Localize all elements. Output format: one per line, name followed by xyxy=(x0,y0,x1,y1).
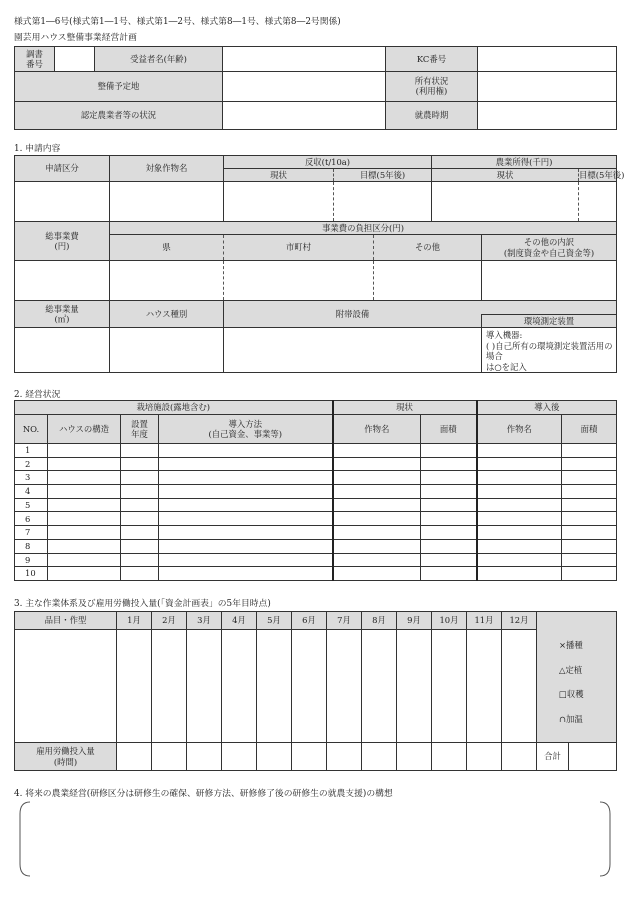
crop-after-cell[interactable] xyxy=(477,553,562,567)
structure-cell[interactable] xyxy=(48,444,121,458)
yield-current-field[interactable] xyxy=(224,182,334,222)
month-schedule-cell[interactable] xyxy=(397,630,432,743)
month-header: 2月 xyxy=(152,612,187,630)
income-target-label: 目標(5年後) xyxy=(579,169,625,180)
method-header: 導入方法 (自己資金、事業等) xyxy=(159,415,333,444)
city-label: 市町村 xyxy=(224,235,374,261)
management-table xyxy=(14,400,617,581)
structure-cell[interactable] xyxy=(48,457,121,471)
crop-cell[interactable] xyxy=(333,457,421,471)
structure-cell[interactable] xyxy=(48,471,121,485)
month-labor-cell[interactable] xyxy=(222,743,257,771)
legend-item: △定植 xyxy=(559,664,583,675)
month-header: 9月 xyxy=(397,612,432,630)
income-label: 農業所得(千円) xyxy=(432,156,617,169)
method-cell[interactable] xyxy=(159,444,333,458)
method-cell[interactable] xyxy=(159,512,333,526)
month-labor-cell[interactable] xyxy=(117,743,152,771)
area-after-cell[interactable] xyxy=(562,485,617,499)
crop-after-cell[interactable] xyxy=(477,444,562,458)
management-row xyxy=(15,444,617,458)
total-cost-label: 総事業費 (円) xyxy=(15,222,110,261)
total-cost-field[interactable] xyxy=(15,261,110,301)
pref-field[interactable] xyxy=(110,261,224,301)
month-labor-cell[interactable] xyxy=(257,743,292,771)
house-type-field[interactable] xyxy=(110,328,224,373)
kc-no-field[interactable] xyxy=(478,47,617,72)
month-schedule-cell[interactable] xyxy=(152,630,187,743)
crop-cell[interactable] xyxy=(333,553,421,567)
month-labor-cell[interactable] xyxy=(152,743,187,771)
row-number: 6 xyxy=(15,512,48,526)
month-header: 3月 xyxy=(187,612,222,630)
area-header: 面積 xyxy=(421,415,477,444)
attached-field[interactable] xyxy=(224,328,482,373)
method-cell[interactable] xyxy=(159,553,333,567)
year-cell[interactable] xyxy=(121,526,159,540)
crop-label: 対象作物名 xyxy=(110,156,224,182)
area-cell[interactable] xyxy=(421,553,477,567)
method-cell[interactable] xyxy=(159,567,333,581)
row-number: 4 xyxy=(15,485,48,499)
month-schedule-cell[interactable] xyxy=(432,630,467,743)
total-amount-label: 総事業量 (㎡) xyxy=(15,301,110,328)
method-cell[interactable] xyxy=(159,457,333,471)
management-row xyxy=(15,553,617,567)
month-schedule-cell[interactable] xyxy=(222,630,257,743)
section3-title: 3. 主な作業体系及び雇用労働投入量(「資金計画表」の5年目時点) xyxy=(14,599,271,609)
month-header: 10月 xyxy=(432,612,467,630)
row-number: 9 xyxy=(15,553,48,567)
total-field[interactable] xyxy=(569,743,617,771)
month-labor-cell[interactable] xyxy=(292,743,327,771)
row-number: 3 xyxy=(15,471,48,485)
month-labor-cell[interactable] xyxy=(502,743,537,771)
crop-after-cell[interactable] xyxy=(477,457,562,471)
area-cell[interactable] xyxy=(421,526,477,540)
year-cell[interactable] xyxy=(121,512,159,526)
applicant-table xyxy=(14,46,617,130)
other-label: その他 xyxy=(374,235,482,261)
month-header: 12月 xyxy=(502,612,537,630)
crop-after-cell[interactable] xyxy=(477,512,562,526)
month-header: 1月 xyxy=(117,612,152,630)
management-row xyxy=(15,539,617,553)
area-cell[interactable] xyxy=(421,457,477,471)
crop-cell[interactable] xyxy=(333,444,421,458)
labor-label: 雇用労働投入量 (時間) xyxy=(15,743,117,771)
crop-cell[interactable] xyxy=(333,485,421,499)
month-labor-cell[interactable] xyxy=(362,743,397,771)
section1-title: 1. 申請内容 xyxy=(14,144,61,154)
crop-cell[interactable] xyxy=(333,512,421,526)
structure-cell[interactable] xyxy=(48,539,121,553)
certified-label: 認定農業者等の状況 xyxy=(15,101,223,129)
year-cell[interactable] xyxy=(121,553,159,567)
house-type-label: ハウス種別 xyxy=(110,301,224,328)
survey-no-field[interactable] xyxy=(55,47,95,72)
structure-cell[interactable] xyxy=(48,485,121,499)
after-header: 導入後 xyxy=(477,401,617,415)
attached-label: 附帯設備 xyxy=(224,301,482,328)
area-cell[interactable] xyxy=(421,498,477,512)
item-header: 品目・作型 xyxy=(15,612,117,630)
month-header: 6月 xyxy=(292,612,327,630)
month-schedule-cell[interactable] xyxy=(327,630,362,743)
month-labor-cell[interactable] xyxy=(397,743,432,771)
crop-cell[interactable] xyxy=(333,526,421,540)
month-labor-cell[interactable] xyxy=(327,743,362,771)
beneficiary-field[interactable] xyxy=(223,47,386,72)
other-detail-label: その他の内訳 (制度資金や自己資金等) xyxy=(482,235,617,261)
legend-item: ∩加温 xyxy=(559,713,583,724)
work-schedule-table xyxy=(14,611,617,771)
crop-after-cell[interactable] xyxy=(477,485,562,499)
management-row xyxy=(15,498,617,512)
area-after-cell[interactable] xyxy=(562,471,617,485)
yield-target-field[interactable] xyxy=(334,182,432,222)
certified-field[interactable] xyxy=(223,101,386,129)
month-schedule-cell[interactable] xyxy=(257,630,292,743)
area-after-cell[interactable] xyxy=(562,457,617,471)
year-cell[interactable] xyxy=(121,567,159,581)
crop-after-cell[interactable] xyxy=(477,539,562,553)
structure-cell[interactable] xyxy=(48,553,121,567)
area-cell[interactable] xyxy=(421,512,477,526)
other-detail-field[interactable] xyxy=(482,261,617,301)
future-plan-bracket[interactable] xyxy=(20,800,610,878)
area-after-header: 面積 xyxy=(562,415,617,444)
management-row xyxy=(15,567,617,581)
month-schedule-cell[interactable] xyxy=(117,630,152,743)
year-header: 設置 年度 xyxy=(121,415,159,444)
month-header: 11月 xyxy=(467,612,502,630)
pref-label: 県 xyxy=(110,235,224,261)
year-cell[interactable] xyxy=(121,444,159,458)
area-after-cell[interactable] xyxy=(562,526,617,540)
facility-header: 栽培施設(露地含む) xyxy=(15,401,333,415)
method-cell[interactable] xyxy=(159,526,333,540)
crop-cell[interactable] xyxy=(333,471,421,485)
row-number: 1 xyxy=(15,444,48,458)
row-number: 2 xyxy=(15,457,48,471)
total-label: 合計 xyxy=(537,743,569,771)
ownership-label: 所有状況 (利用権) xyxy=(386,72,478,101)
year-cell[interactable] xyxy=(121,485,159,499)
month-labor-cell[interactable] xyxy=(187,743,222,771)
env-device-note: 導入機器: ( )自己所有の環境測定装置活用の場合 は○を記入 xyxy=(482,328,617,373)
yield-target-label: 目標(5年後) xyxy=(334,169,432,182)
attached-label-ext xyxy=(482,301,617,315)
method-cell[interactable] xyxy=(159,498,333,512)
area-cell[interactable] xyxy=(421,567,477,581)
area-after-cell[interactable] xyxy=(562,539,617,553)
total-amount-field[interactable] xyxy=(15,328,110,373)
crop-after-cell[interactable] xyxy=(477,567,562,581)
month-schedule-cell[interactable] xyxy=(467,630,502,743)
structure-cell[interactable] xyxy=(48,498,121,512)
city-field[interactable] xyxy=(224,261,374,301)
burden-label: 事業費の負担区分(円) xyxy=(110,222,617,235)
area-after-cell[interactable] xyxy=(562,498,617,512)
survey-no-label: 調書 番号 xyxy=(15,47,55,72)
structure-cell[interactable] xyxy=(48,567,121,581)
yield-current-label: 現状 xyxy=(224,169,334,182)
yield-label: 反収(t/10a) xyxy=(224,156,432,169)
crop-after-cell[interactable] xyxy=(477,498,562,512)
crop-cell[interactable] xyxy=(333,567,421,581)
section2-title: 2. 経営状況 xyxy=(14,390,61,400)
other-field[interactable] xyxy=(374,261,482,301)
row-number: 7 xyxy=(15,526,48,540)
year-cell[interactable] xyxy=(121,471,159,485)
form-number: 様式第1―6号(様式第1―1号、様式第1―2号、様式第8―1号、様式第8―2号関係) xyxy=(14,17,341,27)
income-current-field[interactable] xyxy=(432,182,579,222)
crop-field[interactable] xyxy=(110,182,224,222)
site-field[interactable] xyxy=(223,72,386,101)
area-cell[interactable] xyxy=(421,485,477,499)
plan-title: 園芸用ハウス整備事業経営計画 xyxy=(14,33,137,43)
month-labor-cell[interactable] xyxy=(432,743,467,771)
month-header: 4月 xyxy=(222,612,257,630)
income-target-field[interactable] xyxy=(579,182,617,222)
item-field[interactable] xyxy=(15,630,117,743)
management-row xyxy=(15,485,617,499)
farming-start-label: 就農時期 xyxy=(386,101,478,129)
crop-after-header: 作物名 xyxy=(477,415,562,444)
method-cell[interactable] xyxy=(159,471,333,485)
structure-cell[interactable] xyxy=(48,526,121,540)
site-label: 整備予定地 xyxy=(15,72,223,101)
ownership-field[interactable] xyxy=(478,72,617,101)
area-after-cell[interactable] xyxy=(562,567,617,581)
legend-item: ×播種 xyxy=(559,640,583,650)
method-cell[interactable] xyxy=(159,539,333,553)
month-header: 8月 xyxy=(362,612,397,630)
row-number: 10 xyxy=(15,567,48,581)
area-after-cell[interactable] xyxy=(562,512,617,526)
kc-no-label: KC番号 xyxy=(386,47,478,72)
month-header: 7月 xyxy=(327,612,362,630)
area-after-cell[interactable] xyxy=(562,553,617,567)
application-table xyxy=(14,155,625,373)
month-schedule-cell[interactable] xyxy=(502,630,537,743)
month-schedule-cell[interactable] xyxy=(362,630,397,743)
management-row xyxy=(15,526,617,540)
crop-header: 作物名 xyxy=(333,415,421,444)
year-cell[interactable] xyxy=(121,457,159,471)
management-row xyxy=(15,512,617,526)
area-after-cell[interactable] xyxy=(562,444,617,458)
management-row xyxy=(15,471,617,485)
month-schedule-cell[interactable] xyxy=(292,630,327,743)
crop-cell[interactable] xyxy=(333,539,421,553)
income-current-label: 現状 xyxy=(432,169,579,182)
month-labor-cell[interactable] xyxy=(467,743,502,771)
section4-title: 4. 将来の農業経営(研修区分は研修生の確保、研修方法、研修修了後の研修生の就農支援)の構想 xyxy=(14,789,393,799)
year-cell[interactable] xyxy=(121,539,159,553)
crop-after-cell[interactable] xyxy=(477,471,562,485)
app-type-label: 申請区分 xyxy=(15,156,110,182)
legend-item: □収穫 xyxy=(559,689,584,699)
month-schedule-cell[interactable] xyxy=(187,630,222,743)
structure-header: ハウスの構造 xyxy=(48,415,121,444)
area-cell[interactable] xyxy=(421,539,477,553)
row-number: 5 xyxy=(15,498,48,512)
beneficiary-label: 受益者名(年齢) xyxy=(95,47,223,72)
management-row xyxy=(15,457,617,471)
method-cell[interactable] xyxy=(159,485,333,499)
app-type-field[interactable] xyxy=(15,182,110,222)
current-header: 現状 xyxy=(333,401,477,415)
area-cell[interactable] xyxy=(421,471,477,485)
farming-start-field[interactable] xyxy=(478,101,617,129)
row-number: 8 xyxy=(15,539,48,553)
structure-cell[interactable] xyxy=(48,512,121,526)
no-header: NO. xyxy=(15,415,48,444)
area-cell[interactable] xyxy=(421,444,477,458)
legend-box xyxy=(537,612,617,743)
year-cell[interactable] xyxy=(121,498,159,512)
env-device-label: 環境測定装置 xyxy=(482,315,617,328)
crop-cell[interactable] xyxy=(333,498,421,512)
crop-after-cell[interactable] xyxy=(477,526,562,540)
month-header: 5月 xyxy=(257,612,292,630)
